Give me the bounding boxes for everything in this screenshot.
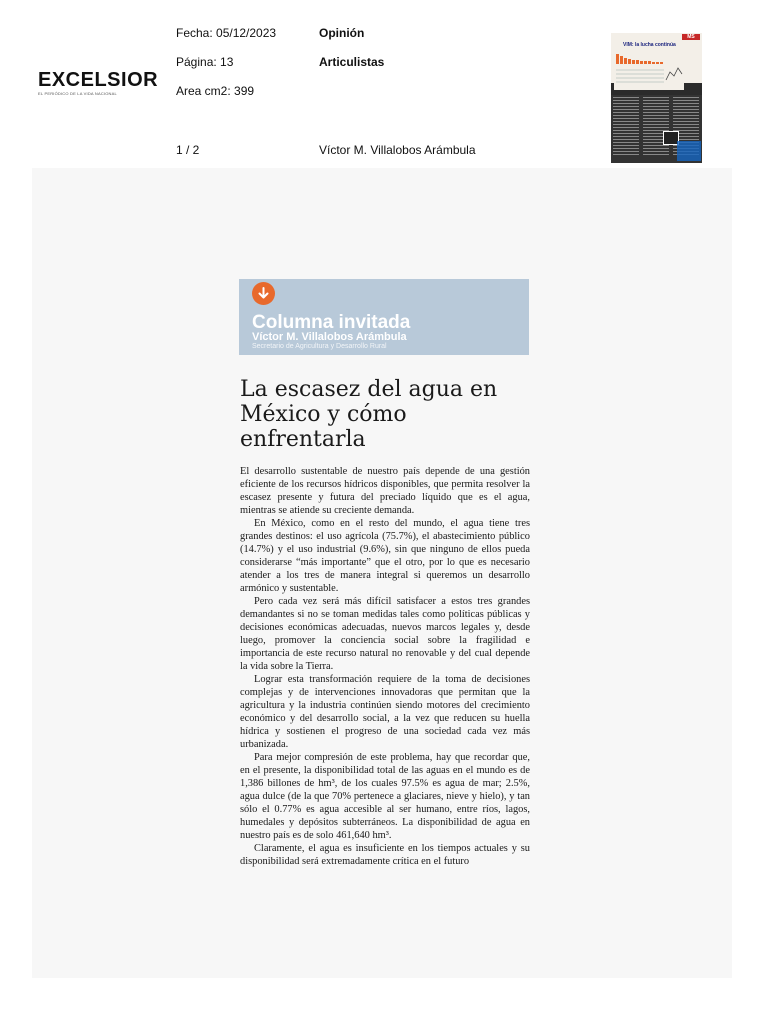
article-paragraph: Claramente, el agua es insuficiente en los tiempos actuales y su disponibilidad será extremadamente crítica en el futuro — [240, 843, 530, 867]
banner-title: Columna invitada — [252, 312, 411, 333]
excelsior-logo — [38, 70, 160, 96]
date-field: Fecha: 05/12/2023 — [176, 26, 277, 40]
page-field: Página: 13 — [176, 55, 234, 69]
logo-wordmark: EXCELSIOR — [38, 69, 159, 91]
thumbnail-column — [643, 97, 669, 157]
thumbnail-column — [613, 97, 639, 157]
article-paragraph: En México, como en el resto del mundo, el agua tiene tres grandes destinos: el uso agrícola (75.7%), el abastecimiento público (14.7%) y el uso industrial (9.6%), sin que ninguno de ellos pueda considerarse “más importante” que el otro, por lo que es necesario atender a los tres de manera integral si queremos un desarrollo armónico y sustentable. — [240, 518, 530, 594]
thumbnail-headline: VIM: la lucha continúa — [623, 42, 676, 48]
banner-author: Víctor M. Villalobos Arámbula — [252, 331, 407, 343]
page-thumbnail[interactable] — [611, 33, 702, 163]
author-label: Víctor M. Villalobos Arámbula — [319, 143, 476, 157]
area-field: Area cm2: 399 — [176, 84, 255, 98]
subsection-label: Articulistas — [319, 55, 385, 69]
article-paragraph: El desarrollo sustentable de nuestro país depende de una gestión eficiente de los recursos hídricos disponibles, que permita resolver la escasez presente y futura del preciado líquido que es el agua, mientras se atiende su creciente demanda. — [240, 466, 530, 516]
article-paragraph: Para mejor compresión de este problema, hay que recordar que, en el presente, la disponibilidad total de las aguas en el mundo es de 1,386 billones de hm³, de los cuales 97.5% es agua de mar; 2.5%, agua dulce (de la que 70% pertenece a glaciares, nieve y hielo), y tan sólo el 0.77% es agua accesible al ser humano, entre ríos, lagos, humedales y depósitos subterráneos. La disponibilidad de agua en nuestro país es de solo 461,640 hm³. — [240, 752, 530, 841]
down-arrow-icon — [252, 282, 275, 305]
article-headline: La escasez del agua en México y cómo enfrentarla — [240, 377, 498, 452]
thumbnail-chart-graphic — [614, 50, 684, 90]
thumbnail-ad-block — [677, 141, 701, 161]
section-label: Opinión — [319, 26, 365, 40]
page-count: 1 / 2 — [176, 143, 200, 157]
article-paragraph: Pero cada vez será más difícil satisfacer a estos tres grandes demandantes si no se toman medidas tales como políticas públicas y decisiones económicas adecuadas, nuevos marcos legales y, desde luego, promover la conciencia social sobre la fragilidad e importancia de este recurso natural no renovable y del cual depende la vida sobre la Tierra. — [240, 596, 530, 672]
thumbnail-tab: MS — [682, 34, 700, 40]
column-banner — [239, 279, 529, 355]
article-paragraph: Lograr esta transformación requiere de la toma de decisiones complejas y de intervenciones innovadoras que permitan que la agricultura y la industria continúen siendo motores del crecimiento económico y del desarrollo social, a la vez que reducen su huella hídrica y sostienen el progreso de una sociedad cada vez más urbanizada. — [240, 674, 530, 750]
banner-role: Secretario de Agricultura y Desarrollo Rural — [252, 343, 387, 350]
logo-tagline: EL PERIÓDICO DE LA VIDA NACIONAL — [38, 91, 117, 96]
article-body — [240, 465, 530, 868]
